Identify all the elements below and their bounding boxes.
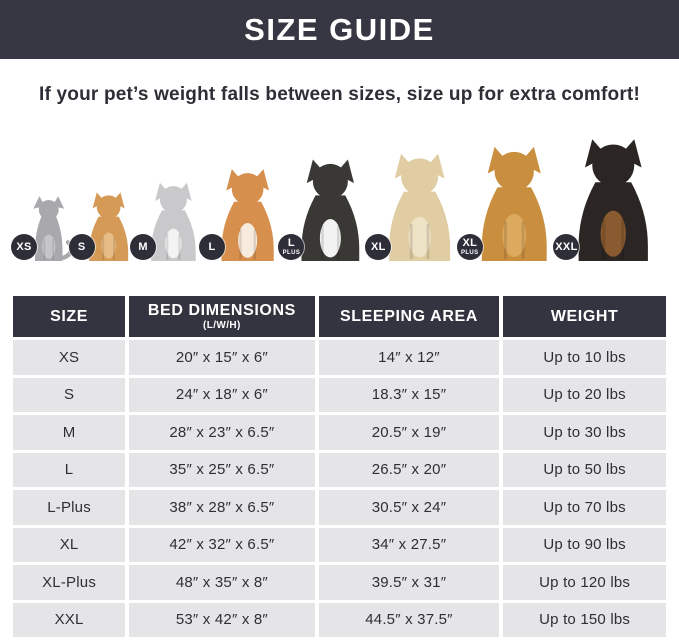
column-header-weight [503,296,666,337]
cell-s-weight: Up to 20 lbs [503,378,666,413]
cell-xxl-size: XXL [13,603,125,638]
column-header-label: BED DIMENSIONS [147,302,296,320]
column-header-label: SIZE [50,307,89,325]
cell-xs-weight: Up to 10 lbs [503,340,666,375]
size-badge-sublabel: PLUS [460,250,479,256]
animal-labrador [371,150,461,261]
cell-xl-plus-sleeping-area: 39.5″ x 31″ [319,565,500,600]
cell-l-plus-bed-dimensions: 38″ x 28″ x 6.5″ [129,490,315,525]
column-header-bed-dimensions [129,296,315,337]
cell-xl-plus-size: XL-Plus [13,565,125,600]
animal-cat [16,195,74,261]
subtitle: If your pet’s weight falls between sizes, size up for extra comfort! [39,84,640,105]
column-header-size [13,296,125,337]
size-badge-label: XS [16,240,32,253]
cell-xl-bed-dimensions: 42″ x 32″ x 6.5″ [129,528,315,563]
animal-golden-retriever [460,143,559,261]
size-badge-label: L [287,237,295,249]
cell-m-bed-dimensions: 28″ x 23″ x 6.5″ [129,415,315,450]
cell-xxl-weight: Up to 150 lbs [503,603,666,638]
page-title: SIZE GUIDE [244,11,435,47]
cell-xxl-sleeping-area: 44.5″ x 37.5″ [319,603,500,638]
doberman-image [566,135,661,261]
animal-border-collie [282,156,370,261]
golden-retriever-image [470,143,559,261]
column-header-label: WEIGHT [550,307,619,325]
cell-l-weight: Up to 50 lbs [503,453,666,488]
column-header-sublabel: (L/W/H) [203,319,241,331]
cell-l-plus-size: L-Plus [13,490,125,525]
size-badge-label: XL [371,240,386,253]
size-badge-xs [11,234,37,260]
size-badge-l [199,234,225,260]
banner [0,0,679,59]
cell-xl-plus-weight: Up to 120 lbs [503,565,666,600]
cell-xl-sleeping-area: 34″ x 27.5″ [319,528,500,563]
animal-french-bulldog [138,180,204,261]
cell-m-weight: Up to 30 lbs [503,415,666,450]
cell-xl-plus-bed-dimensions: 48″ x 35″ x 8″ [129,565,315,600]
cell-xl-size: XL [13,528,125,563]
cell-xxl-bed-dimensions: 53″ x 42″ x 8″ [129,603,315,638]
animal-pomeranian [77,190,135,261]
table-body [13,340,666,637]
cell-l-sleeping-area: 26.5″ x 20″ [319,453,500,488]
column-header-label: SLEEPING AREA [340,307,478,325]
cell-xl-weight: Up to 90 lbs [503,528,666,563]
size-badge-xl-plus [457,234,483,260]
size-badge-label: M [138,240,148,253]
cell-s-bed-dimensions: 24″ x 18″ x 6″ [129,378,315,413]
animal-size-row [0,126,679,267]
size-badge-label: L [208,240,216,253]
animal-doberman [555,135,661,261]
animal-shiba-inu [208,166,283,261]
cell-xs-sleeping-area: 14″ x 12″ [319,340,500,375]
cell-m-size: M [13,415,125,450]
cell-l-plus-weight: Up to 70 lbs [503,490,666,525]
cell-s-size: S [13,378,125,413]
size-badge-m [130,234,156,260]
size-badge-sublabel: PLUS [282,250,301,256]
cell-xs-size: XS [13,340,125,375]
size-badge-label: XXL [555,240,578,253]
size-table [13,296,666,637]
cell-l-size: L [13,453,125,488]
table-header-row [13,296,666,337]
cell-l-bed-dimensions: 35″ x 25″ x 6.5″ [129,453,315,488]
cell-xs-bed-dimensions: 20″ x 15″ x 6″ [129,340,315,375]
column-header-sleeping-area [319,296,500,337]
size-badge-label: XL [462,237,478,249]
size-badge-s [69,234,95,260]
cell-s-sleeping-area: 18.3″ x 15″ [319,378,500,413]
size-badge-label: S [77,240,86,253]
cell-m-sleeping-area: 20.5″ x 19″ [319,415,500,450]
cell-l-plus-sleeping-area: 30.5″ x 24″ [319,490,500,525]
